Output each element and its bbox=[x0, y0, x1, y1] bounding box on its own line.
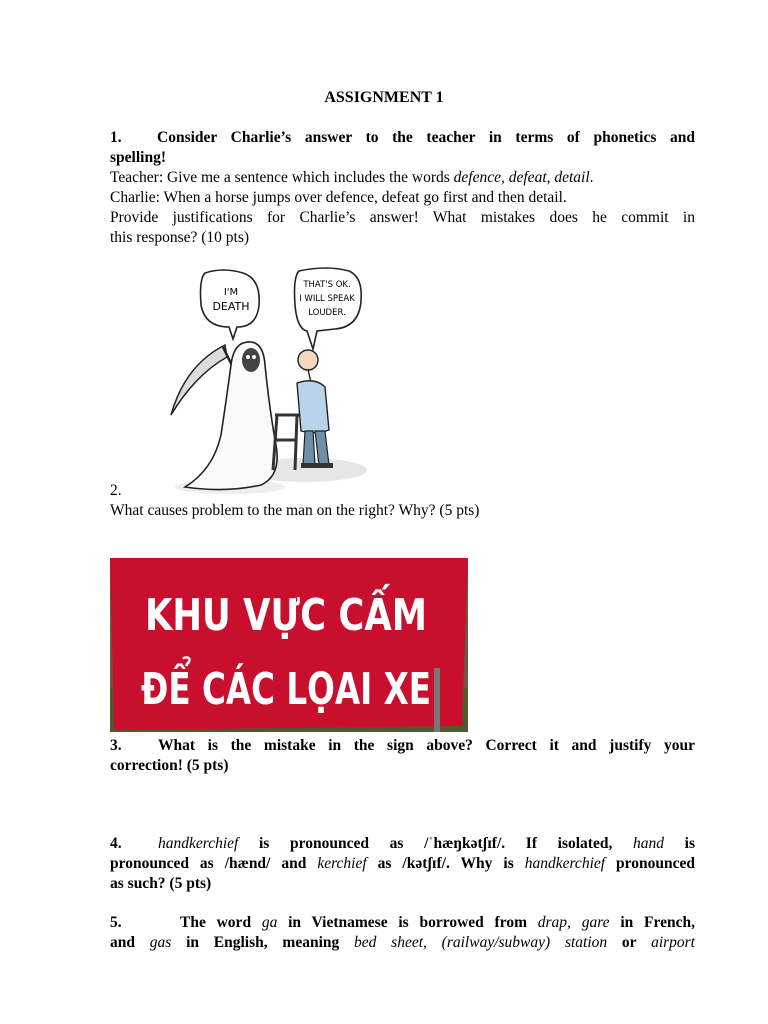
q4-text-2b: as /kətʃɪf/. Why is bbox=[366, 855, 525, 872]
q3-line1 bbox=[110, 736, 695, 756]
sign-line1: KHU VỰC CẤM bbox=[145, 590, 496, 641]
q4-line1 bbox=[110, 834, 695, 854]
q4-text-3: as such? (5 pts) bbox=[110, 875, 212, 892]
grim-reaper-cartoon bbox=[165, 265, 375, 495]
q5-line1 bbox=[110, 913, 695, 933]
bubble-right-line2: I WILL SPEAK bbox=[299, 294, 355, 304]
q5-number: 5. bbox=[110, 914, 122, 931]
q4-text-1a: is pronounced as /ˈhæŋkətʃɪf/. If isolated, bbox=[238, 835, 633, 852]
q5-text-2b: in English, meaning bbox=[171, 934, 355, 951]
q3-text-1: What is the mistake in the sign above? Correct it and justify your bbox=[158, 737, 695, 754]
q3-number: 3. bbox=[110, 737, 122, 754]
q4-number: 4. bbox=[110, 835, 122, 852]
q4-text-1b: is bbox=[663, 835, 695, 852]
bubble-right-line1: THAT'S OK. bbox=[303, 280, 351, 290]
q1-teacher-suffix: . bbox=[589, 169, 594, 186]
q1-teacher-words: defence, defeat, detail bbox=[453, 169, 590, 186]
q2-number: 2. bbox=[110, 482, 122, 499]
q4-text-2 bbox=[110, 854, 695, 874]
q5-word-airport: airport bbox=[651, 934, 695, 951]
q1-heading-line1 bbox=[110, 128, 695, 148]
q5-word-ga: ga bbox=[261, 914, 278, 931]
q1-prompt-line2: this response? (10 pts) bbox=[110, 229, 250, 246]
q5-text-1a: The word bbox=[180, 914, 262, 931]
q1-charlie-line: Charlie: When a horse jumps over defence, defeat go first and then detail. bbox=[110, 189, 567, 206]
q4-word-handkerchief: handkerchief bbox=[158, 835, 239, 852]
q3-line2 bbox=[110, 756, 695, 776]
q4-word-hand: hand bbox=[632, 835, 664, 852]
bubble-left-line2: DEATH bbox=[212, 300, 250, 313]
q4-line3 bbox=[110, 874, 695, 894]
q5-word-gas: gas bbox=[149, 934, 172, 951]
q4-word-handkerchief-2: handkerchief bbox=[524, 855, 606, 872]
q5-word-drap-gare: drap, gare bbox=[537, 914, 610, 931]
q1-prompt-line1: Provide justifications for Charlie’s answer! What mistakes does he commit in bbox=[110, 209, 695, 226]
q5-text-1b: in Vietnamese is borrowed from bbox=[277, 914, 538, 931]
q5-text-2a: and bbox=[110, 934, 150, 951]
q5-word-meanings: bed sheet, (railway/subway) station bbox=[354, 934, 608, 951]
q4-line2 bbox=[110, 854, 695, 874]
bubble-right-line3: LOUDER. bbox=[308, 308, 346, 318]
page-title: ASSIGNMENT 1 bbox=[324, 89, 444, 106]
q4-text-1 bbox=[158, 834, 695, 854]
q4-text-2a: pronounced as /hænd/ and bbox=[110, 855, 318, 872]
sign-line2: ĐỂ CÁC LỌAI XE bbox=[141, 664, 533, 715]
q5-text-1c: in French, bbox=[609, 914, 695, 931]
q3-text-2: correction! (5 pts) bbox=[110, 757, 229, 774]
q1-heading-text: Consider Charlie’s answer to the teacher in terms of phonetics and bbox=[157, 129, 695, 146]
prohibition-sign-photo bbox=[110, 558, 533, 732]
q5-text-1 bbox=[180, 913, 695, 933]
q4-word-kerchief: kerchief bbox=[317, 855, 367, 872]
q1-number: 1. bbox=[110, 129, 122, 146]
q1-teacher-line bbox=[110, 168, 695, 188]
q4-text-2c: pronounced bbox=[605, 855, 695, 872]
q1-heading-line2 bbox=[110, 148, 695, 168]
q5-text-2 bbox=[110, 933, 695, 953]
q1-heading-text-2: spelling! bbox=[110, 149, 166, 166]
q2-text: What causes problem to the man on the right? Why? (5 pts) bbox=[110, 502, 480, 519]
q1-teacher-prefix: Teacher: Give me a sentence which includes the words bbox=[110, 169, 454, 186]
q5-text-2c: or bbox=[607, 934, 652, 951]
bubble-left-line1: I'M bbox=[223, 287, 239, 298]
q5-line2 bbox=[110, 933, 695, 953]
